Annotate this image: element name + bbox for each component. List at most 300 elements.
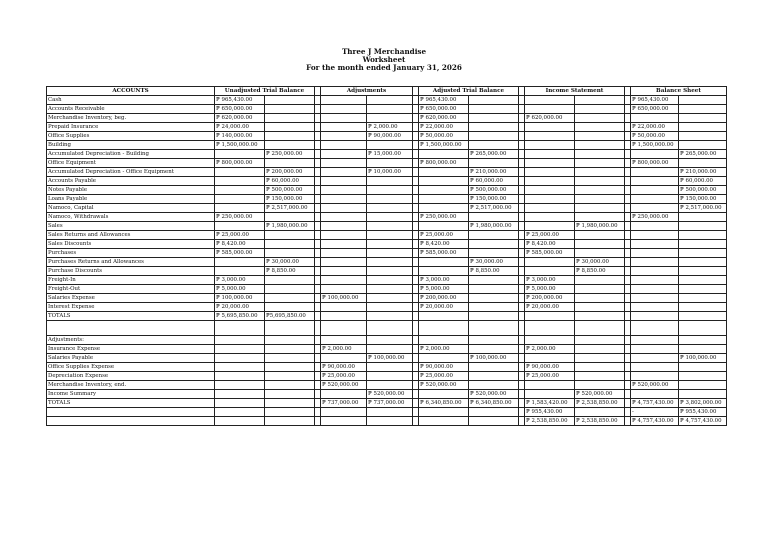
amount-cell: ₱ 1,500,000.00 <box>419 141 469 150</box>
amount-cell: ₱ 520,000.00 <box>419 381 469 390</box>
amount-cell <box>679 132 727 141</box>
amount-cell <box>419 177 469 186</box>
amount-cell: ₱ 25,000.00 <box>419 231 469 240</box>
amount-cell <box>367 96 413 105</box>
amount-cell <box>367 105 413 114</box>
account-name: Salaries Expense <box>47 294 215 303</box>
amount-cell <box>631 168 679 177</box>
amount-cell: ₱ 25,000.00 <box>321 372 367 381</box>
amount-cell <box>367 417 413 426</box>
amount-cell: ₱ 1,980,000.00 <box>469 222 519 231</box>
account-name: Accumulated Depreciation - Office Equipment <box>47 168 215 177</box>
amount-cell <box>321 354 367 363</box>
amount-cell: ₱ 8,420.00 <box>215 240 265 249</box>
amount-cell <box>367 312 413 321</box>
amount-cell <box>575 303 625 312</box>
account-name: Purchases Returns and Allowances <box>47 258 215 267</box>
amount-cell: ₱ 25,000.00 <box>215 231 265 240</box>
amount-cell: ₱ 10,000.00 <box>367 168 413 177</box>
amount-cell <box>469 372 519 381</box>
amount-cell: ₱ 650,000.00 <box>631 105 679 114</box>
col-accounts: ACCOUNTS <box>47 87 215 96</box>
amount-cell <box>525 168 575 177</box>
amount-cell: ₱ 265,000.00 <box>469 150 519 159</box>
amount-cell: ₱ 25,000.00 <box>419 372 469 381</box>
amount-cell <box>679 276 727 285</box>
account-name: Namoco, Capital <box>47 204 215 213</box>
amount-cell: ₱ 1,500,000.00 <box>631 141 679 150</box>
amount-cell: ₱ 90,000.00 <box>321 363 367 372</box>
amount-cell: ₱ 140,000.00 <box>215 132 265 141</box>
amount-cell: ₱ 3,000.00 <box>215 276 265 285</box>
amount-cell <box>575 141 625 150</box>
amount-cell <box>631 222 679 231</box>
table-row <box>47 168 727 177</box>
account-name: Income Summary <box>47 390 215 399</box>
table-row <box>47 105 727 114</box>
amount-cell <box>631 195 679 204</box>
account-name: Depreciation Expense <box>47 372 215 381</box>
amount-cell <box>367 372 413 381</box>
amount-cell <box>367 258 413 267</box>
amount-cell <box>679 267 727 276</box>
amount-cell <box>525 354 575 363</box>
amount-cell <box>265 132 315 141</box>
account-name: Sales Returns and Allowances <box>47 231 215 240</box>
amount-cell: ₱ 20,000.00 <box>525 303 575 312</box>
amount-cell <box>321 285 367 294</box>
amount-cell: ₱ 25,000.00 <box>525 231 575 240</box>
amount-cell <box>419 204 469 213</box>
amount-cell: ₱5,695,850.00 <box>265 312 315 321</box>
amount-cell <box>265 159 315 168</box>
amount-cell <box>367 195 413 204</box>
account-name: TOTALS <box>47 312 215 321</box>
amount-cell <box>215 408 265 417</box>
amount-cell: ₱ 1,980,000.00 <box>575 222 625 231</box>
amount-cell <box>575 186 625 195</box>
amount-cell: ₱ 50,000.00 <box>419 132 469 141</box>
account-name: Accounts Receivable <box>47 105 215 114</box>
amount-cell <box>631 354 679 363</box>
amount-cell <box>321 177 367 186</box>
amount-cell <box>367 231 413 240</box>
amount-cell: ₱ 800,000.00 <box>419 159 469 168</box>
table-row <box>47 177 727 186</box>
amount-cell <box>265 294 315 303</box>
amount-cell <box>631 267 679 276</box>
amount-cell <box>367 114 413 123</box>
amount-cell: ₱ 520,000.00 <box>631 381 679 390</box>
amount-cell <box>265 390 315 399</box>
amount-cell <box>321 186 367 195</box>
amount-cell <box>575 249 625 258</box>
amount-cell: ₱ 250,000.00 <box>265 150 315 159</box>
amount-cell: ₱ 22,000.00 <box>419 123 469 132</box>
amount-cell: ₱ 650,000.00 <box>215 105 265 114</box>
amount-cell <box>215 381 265 390</box>
amount-cell: ₱ 100,000.00 <box>367 354 413 363</box>
amount-cell <box>679 294 727 303</box>
amount-cell <box>321 240 367 249</box>
amount-cell <box>215 222 265 231</box>
amount-cell <box>367 303 413 312</box>
amount-cell <box>265 345 315 354</box>
amount-cell <box>679 141 727 150</box>
amount-cell <box>679 363 727 372</box>
amount-cell <box>631 231 679 240</box>
amount-cell <box>367 177 413 186</box>
amount-cell: ₱ 2,000.00 <box>525 345 575 354</box>
amount-cell <box>469 276 519 285</box>
amount-cell <box>265 141 315 150</box>
amount-cell <box>265 276 315 285</box>
amount-cell <box>265 381 315 390</box>
amount-cell: ₱ 60,000.00 <box>265 177 315 186</box>
col-adjusted: Adjusted Trial Balance <box>419 87 519 96</box>
amount-cell: ₱ 200,000.00 <box>419 294 469 303</box>
amount-cell <box>631 240 679 249</box>
amount-cell <box>321 303 367 312</box>
amount-cell <box>575 372 625 381</box>
amount-cell <box>419 195 469 204</box>
amount-cell: ₱ 620,000.00 <box>525 114 575 123</box>
account-name: Office Supplies Expense <box>47 363 215 372</box>
amount-cell <box>469 294 519 303</box>
amount-cell <box>215 399 265 408</box>
amount-cell <box>631 177 679 186</box>
account-name: Building <box>47 141 215 150</box>
amount-cell <box>575 276 625 285</box>
amount-cell <box>631 390 679 399</box>
account-name: Purchase Discounts <box>47 267 215 276</box>
table-row <box>47 222 727 231</box>
amount-cell <box>265 231 315 240</box>
amount-cell <box>367 381 413 390</box>
amount-cell <box>679 105 727 114</box>
amount-cell <box>215 186 265 195</box>
table-row <box>47 267 727 276</box>
amount-cell <box>575 354 625 363</box>
amount-cell: ₱ 150,000.00 <box>265 195 315 204</box>
amount-cell <box>419 312 469 321</box>
amount-cell: ₱ 2,538,850.00 <box>575 417 625 426</box>
account-name: Sales <box>47 222 215 231</box>
amount-cell: ₱ 24,000.00 <box>215 123 265 132</box>
amount-cell <box>265 105 315 114</box>
col-adjustments: Adjustments <box>321 87 413 96</box>
amount-cell <box>525 213 575 222</box>
amount-cell <box>525 159 575 168</box>
amount-cell <box>631 249 679 258</box>
amount-cell <box>525 132 575 141</box>
amount-cell: ₱ 30,000.00 <box>469 258 519 267</box>
table-row <box>47 114 727 123</box>
amount-cell <box>469 105 519 114</box>
amount-cell: ₱ 585,000.00 <box>525 249 575 258</box>
amount-cell <box>575 363 625 372</box>
amount-cell: ₱ 90,000.00 <box>525 363 575 372</box>
amount-cell <box>469 231 519 240</box>
table-row <box>47 96 727 105</box>
amount-cell <box>679 231 727 240</box>
table-row <box>47 363 727 372</box>
amount-cell <box>679 159 727 168</box>
amount-cell: ₱ 5,000.00 <box>215 285 265 294</box>
account-name: Interest Expense <box>47 303 215 312</box>
amount-cell <box>367 141 413 150</box>
amount-cell <box>469 123 519 132</box>
amount-cell <box>321 276 367 285</box>
amount-cell <box>321 114 367 123</box>
amount-cell: ₱ 800,000.00 <box>631 159 679 168</box>
amount-cell: ₱ 2,517,000.00 <box>265 204 315 213</box>
amount-cell: ₱ 500,000.00 <box>679 186 727 195</box>
amount-cell <box>265 303 315 312</box>
table-row <box>47 372 727 381</box>
adjustments-label-row <box>47 336 727 345</box>
amount-cell <box>321 213 367 222</box>
amount-cell <box>469 381 519 390</box>
amount-cell <box>321 417 367 426</box>
amount-cell <box>525 186 575 195</box>
amount-cell <box>419 354 469 363</box>
amount-cell <box>469 96 519 105</box>
amount-cell: ₱ 4,757,430.00 <box>679 417 727 426</box>
table-row <box>47 399 727 408</box>
amount-cell: ₱ 4,757,430.00 <box>631 417 679 426</box>
amount-cell <box>367 186 413 195</box>
account-name: TOTALS <box>47 399 215 408</box>
amount-cell <box>367 294 413 303</box>
amount-cell <box>321 150 367 159</box>
amount-cell <box>525 381 575 390</box>
amount-cell <box>321 96 367 105</box>
amount-cell <box>215 168 265 177</box>
amount-cell <box>679 240 727 249</box>
amount-cell <box>679 390 727 399</box>
adjustment-rows <box>47 345 727 426</box>
amount-cell <box>419 408 469 417</box>
amount-cell: ₱ 737,000.00 <box>367 399 413 408</box>
amount-cell: ₱ 22,000.00 <box>631 123 679 132</box>
amount-cell <box>631 285 679 294</box>
amount-cell: ₱ 30,000.00 <box>575 258 625 267</box>
table-row <box>47 231 727 240</box>
amount-cell <box>575 105 625 114</box>
amount-cell <box>215 258 265 267</box>
amount-cell <box>367 363 413 372</box>
amount-cell <box>321 222 367 231</box>
amount-cell: ₱ 500,000.00 <box>265 186 315 195</box>
amount-cell <box>419 186 469 195</box>
table-row <box>47 354 727 363</box>
amount-cell <box>265 363 315 372</box>
table-row <box>47 345 727 354</box>
amount-cell <box>631 372 679 381</box>
amount-cell <box>265 240 315 249</box>
amount-cell <box>575 285 625 294</box>
amount-cell <box>575 381 625 390</box>
amount-cell <box>321 408 367 417</box>
amount-cell: ₱ 2,000.00 <box>367 123 413 132</box>
amount-cell: ₱ 3,802,000.00 <box>679 399 727 408</box>
amount-cell <box>265 96 315 105</box>
amount-cell: ₱ 50,000.00 <box>631 132 679 141</box>
amount-cell <box>525 204 575 213</box>
amount-cell <box>575 168 625 177</box>
col-unadjusted: Unadjusted Trial Balance <box>215 87 315 96</box>
amount-cell: ₱ 620,000.00 <box>215 114 265 123</box>
table-row <box>47 123 727 132</box>
amount-cell <box>367 267 413 276</box>
account-name: Merchandise Inventory, end. <box>47 381 215 390</box>
amount-cell <box>575 114 625 123</box>
amount-cell <box>631 294 679 303</box>
amount-cell <box>469 213 519 222</box>
amount-cell <box>265 408 315 417</box>
amount-cell <box>469 312 519 321</box>
amount-cell <box>321 204 367 213</box>
amount-cell <box>419 150 469 159</box>
amount-cell: ₱ 965,430.00 <box>215 96 265 105</box>
amount-cell: ₱ 100,000.00 <box>215 294 265 303</box>
amount-cell <box>321 123 367 132</box>
amount-cell <box>419 417 469 426</box>
amount-cell: ₱ 100,000.00 <box>679 354 727 363</box>
amount-cell <box>367 213 413 222</box>
period-title: For the month ended January 31, 2026 <box>306 63 462 72</box>
amount-cell <box>469 132 519 141</box>
table-row <box>47 312 727 321</box>
table-row <box>47 150 727 159</box>
account-name: Freight-Out <box>47 285 215 294</box>
amount-cell <box>215 417 265 426</box>
amount-cell <box>265 114 315 123</box>
amount-cell: ₱ 955,430.00 <box>679 408 727 417</box>
amount-cell <box>321 312 367 321</box>
amount-cell <box>419 222 469 231</box>
account-name: Accumulated Depreciation - Building <box>47 150 215 159</box>
amount-cell <box>525 222 575 231</box>
amount-cell <box>215 195 265 204</box>
amount-cell <box>469 240 519 249</box>
amount-cell <box>575 195 625 204</box>
amount-cell <box>321 105 367 114</box>
amount-cell <box>215 372 265 381</box>
account-name: Office Supplies <box>47 132 215 141</box>
amount-cell: ₱ 585,000.00 <box>419 249 469 258</box>
amount-cell <box>525 258 575 267</box>
amount-cell <box>575 231 625 240</box>
amount-cell <box>265 399 315 408</box>
amount-cell <box>575 159 625 168</box>
amount-cell <box>525 312 575 321</box>
amount-cell: ₱ 2,000.00 <box>321 345 367 354</box>
amount-cell: ₱ 8,850.00 <box>575 267 625 276</box>
amount-cell <box>679 222 727 231</box>
amount-cell <box>419 258 469 267</box>
amount-cell <box>367 204 413 213</box>
amount-cell: ₱ 250,000.00 <box>419 213 469 222</box>
amount-cell: ₱ 2,517,000.00 <box>469 204 519 213</box>
amount-cell: ₱ 4,757,430.00 <box>631 399 679 408</box>
col-balance-sheet: Balance Sheet <box>631 87 727 96</box>
company-name: Three J Merchandise <box>341 47 427 56</box>
amount-cell <box>419 267 469 276</box>
amount-cell <box>525 150 575 159</box>
amount-cell: ₱ 520,000.00 <box>575 390 625 399</box>
table-row <box>47 132 727 141</box>
amount-cell <box>321 231 367 240</box>
amount-cell: ₱ 965,430.00 <box>631 96 679 105</box>
amount-cell <box>575 345 625 354</box>
amount-cell: ₱ 210,000.00 <box>469 168 519 177</box>
amount-cell <box>215 390 265 399</box>
amount-cell <box>631 150 679 159</box>
amount-cell <box>575 96 625 105</box>
amount-cell <box>321 267 367 276</box>
amount-cell <box>679 372 727 381</box>
amount-cell <box>469 159 519 168</box>
account-name: Loans Payable <box>47 195 215 204</box>
amount-cell <box>679 345 727 354</box>
table-row <box>47 204 727 213</box>
table-row <box>47 381 727 390</box>
amount-cell <box>679 312 727 321</box>
amount-cell: ₱ 620,000.00 <box>419 114 469 123</box>
account-name <box>47 417 215 426</box>
amount-cell <box>575 213 625 222</box>
amount-cell <box>419 390 469 399</box>
amount-cell <box>575 204 625 213</box>
amount-cell: ₱ 737,000.00 <box>321 399 367 408</box>
amount-cell: ₱ 30,000.00 <box>265 258 315 267</box>
amount-cell <box>367 408 413 417</box>
amount-cell <box>215 177 265 186</box>
amount-cell <box>525 96 575 105</box>
amount-cell <box>469 417 519 426</box>
amount-cell: ₱ 5,000.00 <box>525 285 575 294</box>
amount-cell <box>321 390 367 399</box>
amount-cell <box>525 123 575 132</box>
amount-cell <box>367 159 413 168</box>
amount-cell: ₱ 965,430.00 <box>419 96 469 105</box>
amount-cell <box>631 204 679 213</box>
account-name: Merchandise Inventory, beg. <box>47 114 215 123</box>
amount-cell <box>679 249 727 258</box>
amount-cell <box>469 345 519 354</box>
account-name: Purchases <box>47 249 215 258</box>
amount-cell: ₱ 1,980,000.00 <box>265 222 315 231</box>
amount-cell <box>631 186 679 195</box>
amount-cell: ₱ 250,000.00 <box>631 213 679 222</box>
amount-cell <box>469 303 519 312</box>
amount-cell <box>631 312 679 321</box>
amount-cell <box>679 213 727 222</box>
account-name <box>47 408 215 417</box>
amount-cell <box>469 141 519 150</box>
account-name: Accounts Payable <box>47 177 215 186</box>
account-name: Insurance Expense <box>47 345 215 354</box>
table-row <box>47 276 727 285</box>
amount-cell <box>215 345 265 354</box>
amount-cell <box>525 141 575 150</box>
amount-cell <box>679 258 727 267</box>
amount-cell: ₱ 265,000.00 <box>679 150 727 159</box>
amount-cell <box>525 390 575 399</box>
amount-cell <box>367 276 413 285</box>
